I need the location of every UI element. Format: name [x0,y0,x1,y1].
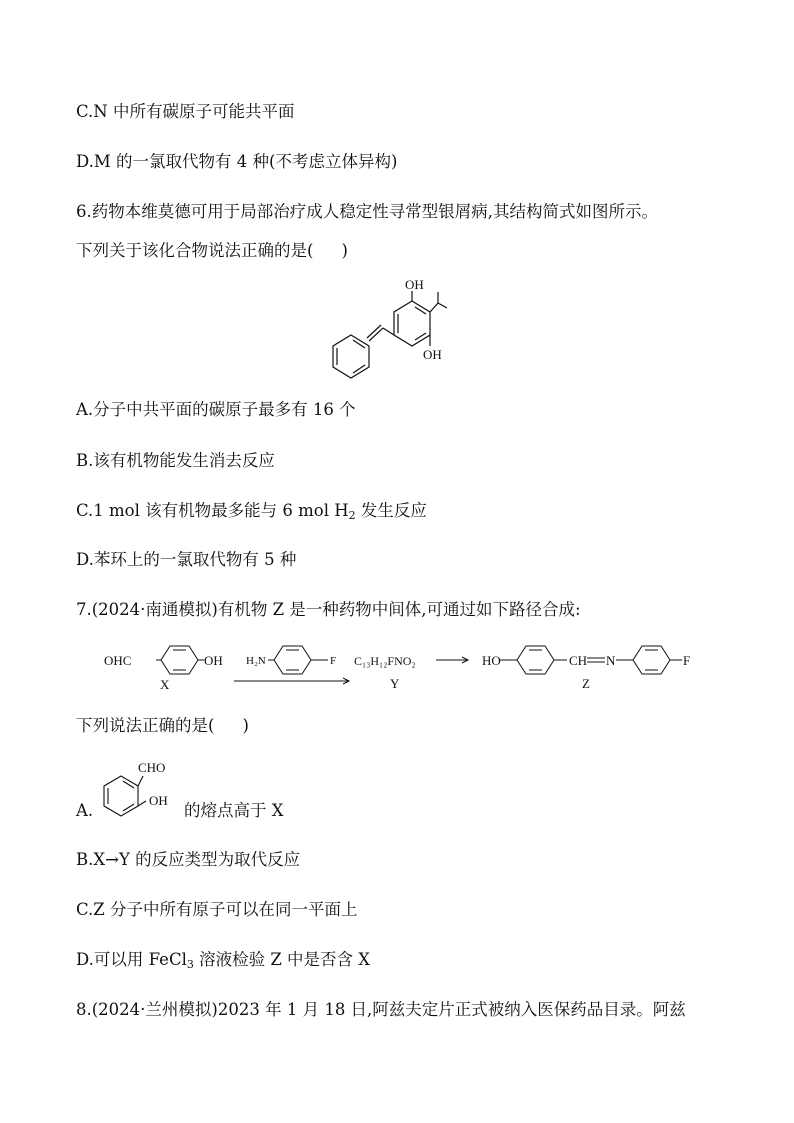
q6-option-d: D.苯环上的一氯取代物有 5 种 [76,550,297,569]
q6-option-c [76,500,427,522]
q7-option-d [76,949,370,971]
q7-x-cho-label: OHC [104,653,132,668]
q7-option-d-tail: 溶液检验 Z 中是否含 X [193,950,371,969]
q7-option-a-cho-label: CHO [138,760,166,775]
q7-z-n-label: N [606,653,616,668]
q7-option-a-text: 的熔点高于 X [184,801,284,820]
q7-x-label: X [160,677,170,692]
q5-option-d: D.M 的一氯取代物有 4 种(不考虑立体异构) [76,152,398,171]
q7-option-a-oh-label: OH [149,793,168,808]
q6-option-b: B.该有机物能发生消去反应 [76,451,275,470]
q6-stem-line2 [76,240,348,262]
q7-question-text: 下列说法正确的是( [76,716,215,735]
q5-option-c: C.N 中所有碳原子可能共平面 [76,102,295,121]
q6-option-a: A.分子中共平面的碳原子最多有 16 个 [76,400,356,419]
q7-option-a-label: A. [76,801,94,820]
q6-structure-diagram [320,278,480,383]
q7-question [76,715,249,737]
q6-stem-close: ) [341,241,348,260]
q7-x-oh-label: OH [204,653,223,668]
q7-option-b: B.X→Y 的反应类型为取代反应 [76,850,301,869]
q6-stem-text: 下列关于该化合物说法正确的是( [76,241,314,260]
q8-stem: 8.(2024·兰州模拟)2023 年 1 月 18 日,阿兹夫定片正式被纳入医保药品目录。阿兹 [76,1000,686,1019]
q7-z-ch-label: CH [569,653,588,668]
q7-z-f-label: F [683,653,691,668]
q7-y-formula: C₁₃H₁₂FNO₂ [354,654,416,668]
q6-option-c-subscript: 2 [348,509,356,522]
q7-option-c: C.Z 分子中所有原子可以在同一平面上 [76,900,358,919]
q7-z-ho-label: HO [482,653,501,668]
q7-reagent-amine-label: H₂N [246,655,266,667]
q7-z-label: Z [582,676,590,691]
q7-option-d-subscript: 3 [186,958,194,971]
q7-reagent-f-label: F [330,655,337,667]
q6-oh-bottom-label: OH [423,347,442,362]
q7-y-label: Y [390,676,400,691]
q6-stem-line1: 6.药物本维莫德可用于局部治疗成人稳定性寻常型银屑病,其结构简式如图所示。 [76,202,658,221]
q6-option-c-text: C.1 mol 该有机物最多能与 6 mol H [76,501,349,520]
q7-option-d-text: D.可以用 FeCl [76,950,187,969]
q7-synthesis-scheme [100,636,700,696]
q7-option-a-structure [94,758,184,822]
q6-oh-top-label: OH [405,278,424,292]
q7-question-close: ) [242,716,249,735]
q7-stem: 7.(2024·南通模拟)有机物 Z 是一种药物中间体,可通过如下路径合成: [76,600,581,619]
q6-option-c-tail: 发生反应 [355,501,427,520]
